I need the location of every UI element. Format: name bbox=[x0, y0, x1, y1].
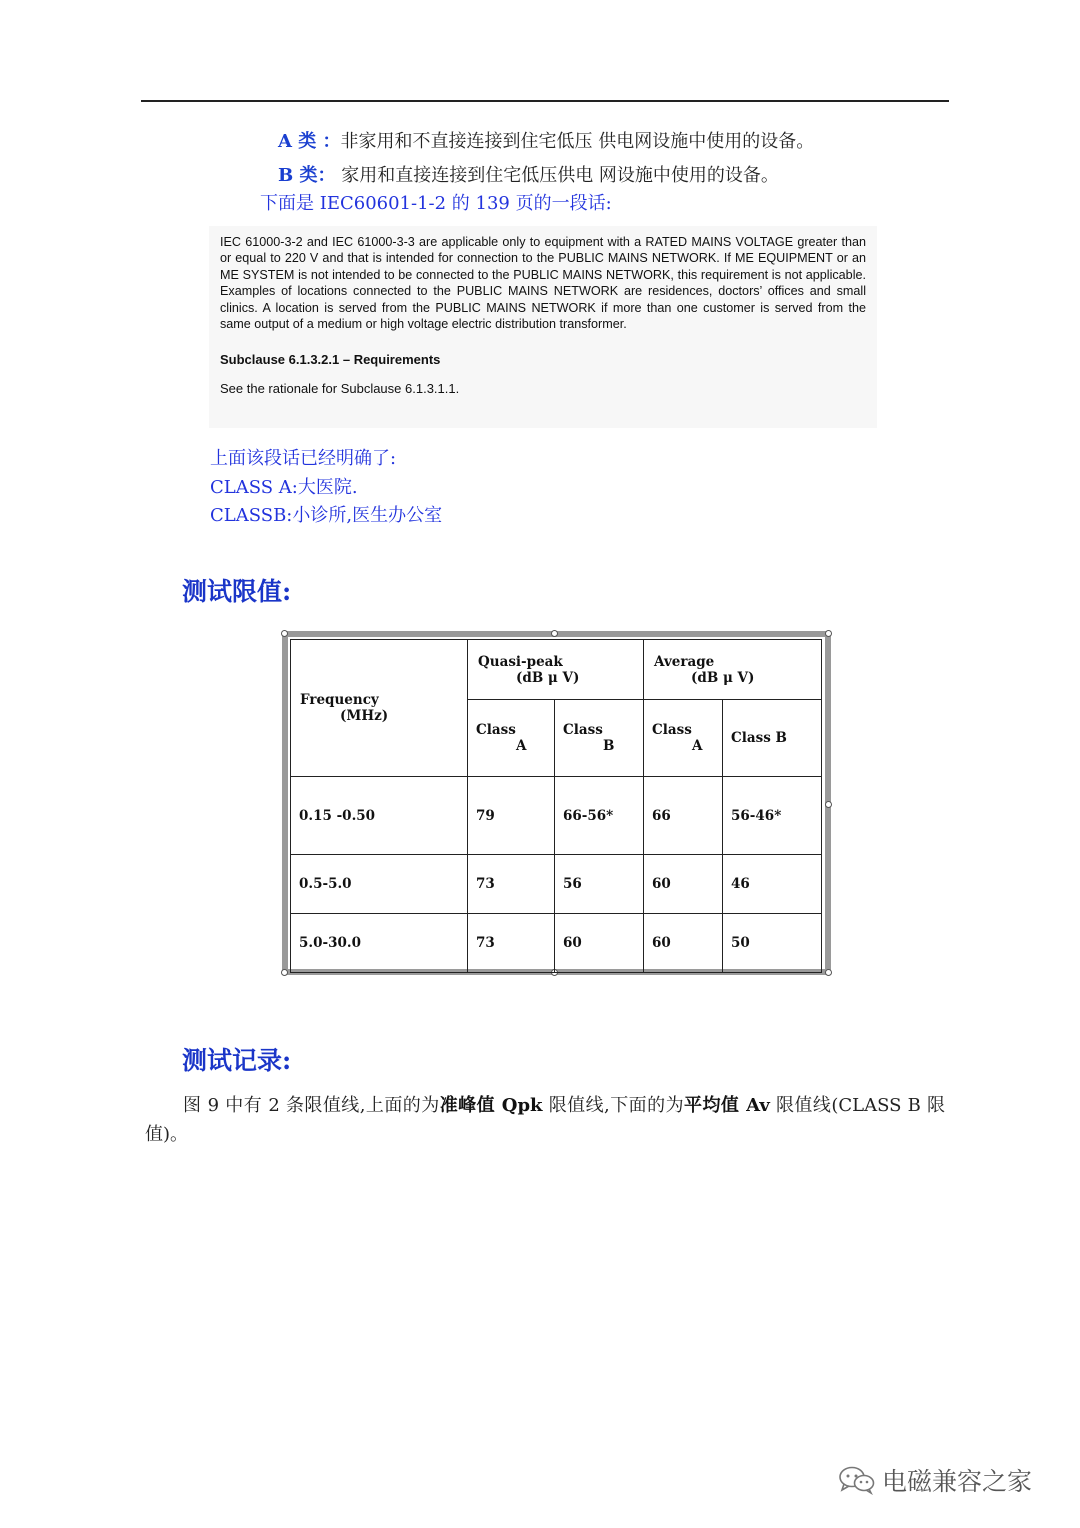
avg-b-cell: 46 bbox=[723, 855, 822, 914]
qp-a-cell: 73 bbox=[468, 855, 555, 914]
header-rule bbox=[141, 100, 949, 102]
table-row bbox=[291, 914, 822, 973]
limits-table-frame bbox=[282, 631, 831, 975]
standard-excerpt bbox=[209, 226, 877, 428]
record-text-2: 限值线,下面的为 bbox=[542, 1095, 685, 1116]
avg-class-a-line1: Class bbox=[652, 722, 692, 738]
resize-handle bbox=[551, 630, 558, 637]
qp-b-cell: 60 bbox=[555, 914, 644, 973]
average-header-line1: Average bbox=[654, 653, 715, 670]
table-row bbox=[291, 777, 822, 855]
qp-class-b-header bbox=[555, 700, 644, 777]
section-record-title: 测试记录: bbox=[182, 1046, 292, 1075]
avg-a-cell: 60 bbox=[644, 914, 723, 973]
avg-a-cell: 60 bbox=[644, 855, 723, 914]
frequency-header-line2: (MHz) bbox=[340, 708, 389, 724]
class-b-label: B 类： bbox=[278, 165, 336, 186]
record-text-1: 图 9 中有 2 条限值线,上面的为 bbox=[183, 1095, 440, 1116]
qp-class-a-line1: Class bbox=[476, 722, 516, 738]
frequency-header bbox=[291, 640, 468, 777]
avg-b-cell: 56-46* bbox=[723, 777, 822, 855]
summary-class-b: CLASSB:小诊所,医生办公室 bbox=[210, 505, 443, 526]
resize-handle bbox=[825, 630, 832, 637]
subclause-text: See the rationale for Subclause 6.1.3.1.1. bbox=[220, 381, 460, 397]
qp-a-cell: 73 bbox=[468, 914, 555, 973]
class-b-text: 家用和直接连接到住宅低压供电 网设施中使用的设备。 bbox=[335, 165, 779, 186]
class-b-definition bbox=[278, 161, 779, 187]
qp-class-b-line2: B bbox=[603, 738, 615, 754]
record-text-3: 限值线(CLASS B 限值)。 bbox=[145, 1095, 945, 1145]
record-bold-qpk: 准峰值 Qpk bbox=[439, 1095, 543, 1116]
quasi-peak-header-line1: Quasi-peak bbox=[478, 653, 563, 670]
watermark bbox=[838, 1462, 1032, 1501]
class-a-text: 非家用和不直接连接到住宅低压 供电网设施中使用的设备。 bbox=[340, 131, 815, 152]
wechat-icon bbox=[838, 1465, 876, 1501]
table-row bbox=[291, 855, 822, 914]
avg-class-a-line2: A bbox=[692, 738, 703, 754]
freq-cell: 5.0-30.0 bbox=[291, 914, 468, 973]
record-bold-av: 平均值 Av bbox=[684, 1095, 770, 1116]
resize-handle bbox=[281, 969, 288, 976]
quasi-peak-header bbox=[468, 640, 644, 700]
watermark-text: 电磁兼容之家 bbox=[882, 1467, 1033, 1496]
avg-b-cell: 50 bbox=[723, 914, 822, 973]
avg-a-cell: 66 bbox=[644, 777, 723, 855]
frequency-header-line1: Frequency bbox=[300, 692, 379, 708]
average-header-line2: (dB μ V) bbox=[691, 669, 755, 686]
freq-cell: 0.15 -0.50 bbox=[291, 777, 468, 855]
avg-class-b-header: Class B bbox=[723, 700, 822, 777]
limits-table bbox=[290, 639, 822, 973]
qp-b-cell: 56 bbox=[555, 855, 644, 914]
average-header bbox=[644, 640, 822, 700]
class-a-label: A 类 ： bbox=[278, 131, 341, 152]
freq-cell: 0.5-5.0 bbox=[291, 855, 468, 914]
qp-class-a-line2: A bbox=[516, 738, 527, 754]
summary-lead: 上面该段话已经明确了: bbox=[210, 448, 397, 469]
avg-class-a-header bbox=[644, 700, 723, 777]
resize-handle bbox=[825, 801, 832, 808]
record-paragraph bbox=[145, 1091, 945, 1149]
qp-a-cell: 79 bbox=[468, 777, 555, 855]
qp-b-cell: 66-56* bbox=[555, 777, 644, 855]
section-limits-title: 测试限值: bbox=[182, 577, 292, 606]
intro-line: 下面是 IEC60601-1-2 的 139 页的一段话: bbox=[260, 193, 612, 214]
quasi-peak-header-line2: (dB μ V) bbox=[516, 669, 580, 686]
resize-handle bbox=[281, 630, 288, 637]
qp-class-b-line1: Class bbox=[563, 722, 603, 738]
summary-class-a: CLASS A:大医院. bbox=[210, 477, 358, 498]
subclause-heading: Subclause 6.1.3.2.1 – Requirements bbox=[220, 352, 441, 368]
resize-handle bbox=[825, 969, 832, 976]
qp-class-a-header bbox=[468, 700, 555, 777]
class-a-definition bbox=[278, 127, 814, 153]
excerpt-paragraph: IEC 61000-3-2 and IEC 61000-3-3 are applicable only to equipment with a RATED MAINS VOLTAGE greater than or equal to 220 V and that is intended for connection to the PUBLIC MAINS NETWORK. If ME EQUIPMENT or an ME SYSTEM is not intended to be connected to the PUBLIC MAINS NETWORK, this requirement is not applicable. Examples of locations connected to the PUBLIC MAINS NETWORK are residences, doctors’ offices and small clinics. A location is served from the PUBLIC MAINS NETWORK if more than one customer is served from the same output of a medium or high voltage electric distribution transformer. bbox=[220, 235, 866, 332]
